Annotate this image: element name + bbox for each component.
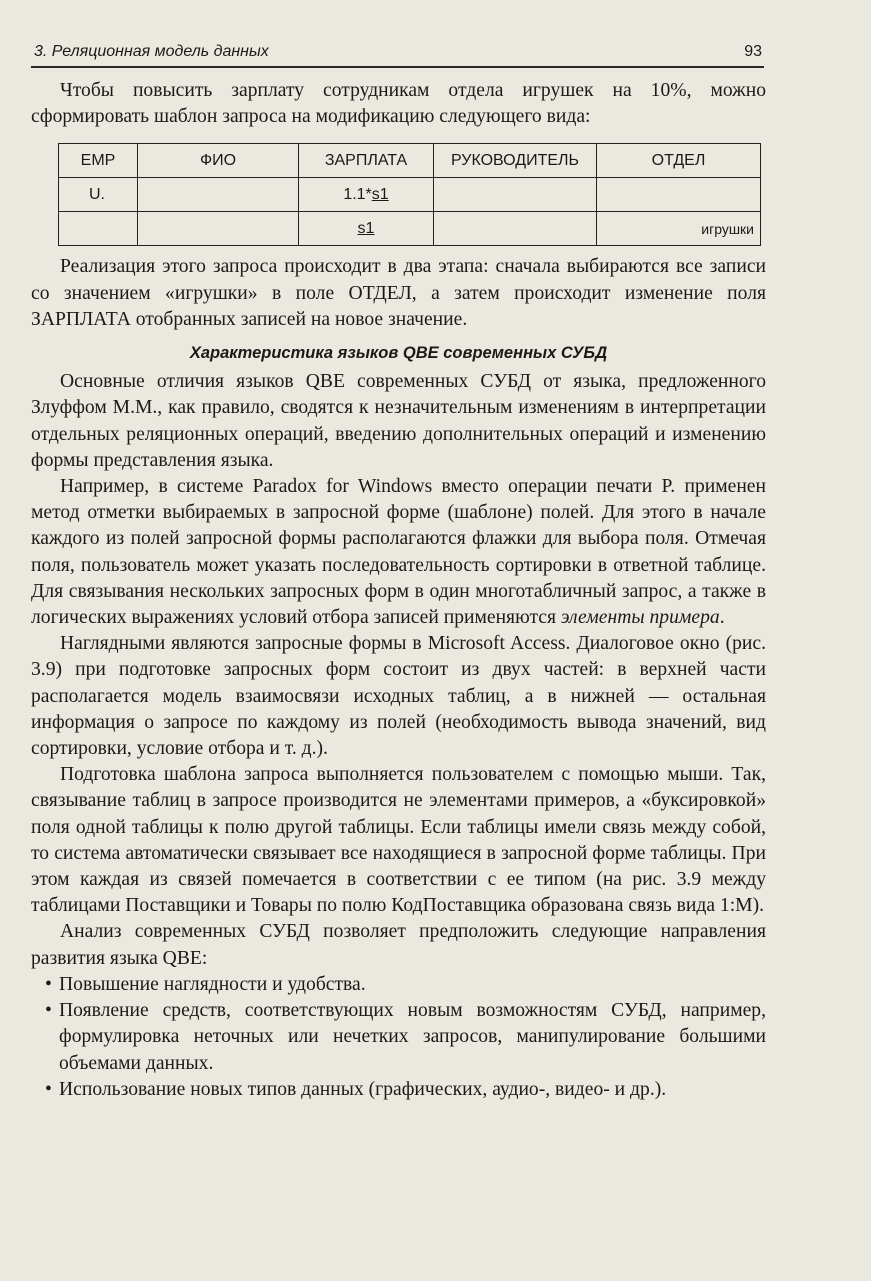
example-elements-term: элементы примера — [560, 607, 720, 629]
page-header — [31, 40, 764, 68]
list-item — [31, 972, 766, 998]
table-cell-variable: s1 — [299, 212, 434, 246]
page-number: 93 — [744, 43, 762, 60]
section-heading: Характеристика языков QBE современных СУБД — [189, 344, 608, 363]
list-item — [31, 1077, 766, 1103]
paragraph-differences: Основные отличия языков QBE современных СУБД от языка, предложенного Злуффом М.М., как правило, сводятся к незначительным изменениям в интерпретации отдельных реляционных операций, введению дополнительных операций и изменению формы представления языка. — [31, 371, 766, 471]
page-body — [31, 78, 766, 1103]
list-item-text: Повышение наглядности и удобства. — [59, 973, 366, 995]
list-item-text: Использование новых типов данных (графических, аудио-, видео- и др.). — [59, 1078, 667, 1100]
paragraph-paradox — [31, 474, 766, 631]
table-cell-department-value: игрушки — [597, 212, 761, 246]
bullet-icon: • — [45, 1000, 52, 1022]
bullet-icon: • — [45, 973, 52, 995]
header-cell-salary: ЗАРПЛАТА — [299, 144, 434, 178]
table-row — [59, 212, 761, 246]
table-cell — [434, 212, 597, 246]
table-cell — [434, 178, 597, 212]
bullet-icon: • — [45, 1078, 52, 1100]
paragraph-paradox-end: . — [719, 607, 725, 629]
paragraph-access: Наглядными являются запросные формы в Microsoft Access. Диалоговое окно (рис. 3.9) при подготовке запросных форм состоит из двух частей: в верхней части располагается модель взаимосвязи исходных таблиц, а в нижней — остальная информация о запросе по каждому из полей (необходимость вывода значений, вид сортировки, условие отбора и т. д.). — [31, 633, 766, 760]
implementation-paragraph: Реализация этого запроса происходит в два этапа: сначала выбираются все записи со значением «игрушки» в поле ОТДЕЛ, а затем происходит изменение поля ЗАРПЛАТА отобранных записей на новое значение. — [31, 256, 766, 330]
paragraph-paradox-text: Например, в системе Paradox for Windows вместо операции печати P. применен метод отметки выбираемых в запросной форме (шаблоне) полей. Для этого в начале каждого из полей запросной формы располагаются флажки для выбора поля. Отмечая поля, пользователь может указать последовательность сортировки в ответной таблице. Для связывания нескольких запросных форм в один многотабличный запрос, а также в логических выражениях условий отбора записей применяются — [31, 476, 766, 629]
table-cell — [138, 178, 299, 212]
table-header-row — [59, 144, 761, 178]
intro-paragraph: Чтобы повысить зарплату сотрудникам отдела игрушек на 10%, можно сформировать шаблон запроса на модификацию следующего вида: — [31, 80, 766, 128]
header-cell-department: ОТДЕЛ — [597, 144, 761, 178]
table-cell — [597, 178, 761, 212]
table-cell: U. — [59, 178, 138, 212]
header-cell-manager: РУКОВОДИТЕЛЬ — [434, 144, 597, 178]
table-cell-expression: 1.1*s1 — [299, 178, 434, 212]
list-item — [31, 998, 766, 1077]
trends-list — [31, 972, 766, 1103]
table-cell — [59, 212, 138, 246]
table-cell — [138, 212, 299, 246]
table-row — [59, 178, 761, 212]
chapter-title: 3. Реляционная модель данных — [34, 43, 269, 60]
list-item-text: Появление средств, соответствующих новым возможностям СУБД, например, формулировка неточных или нечетких запросов, манипулирование большими объемами данных. — [59, 1000, 766, 1074]
paragraph-mouse: Подготовка шаблона запроса выполняется пользователем с помощью мыши. Так, связывание таблиц в запросе производится не элементами примеров, а «буксировкой» поля одной таблицы к полю другой таблицы. Если таблицы имели связь между собой, то система автоматически связывает все находящиеся в запросной форме таблицы. При этом каждая из связей помечается в соответствии с ее типом (на рис. 3.9 между таблицами Поставщики и Товары по полю КодПоставщика образована связь вида 1:М). — [31, 764, 766, 917]
header-cell-fio: ФИО — [138, 144, 299, 178]
header-cell-emp: ЕМР — [59, 144, 138, 178]
qbe-query-table — [58, 143, 761, 246]
paragraph-analysis: Анализ современных СУБД позволяет предположить следующие направления развития языка QBE: — [31, 921, 766, 969]
